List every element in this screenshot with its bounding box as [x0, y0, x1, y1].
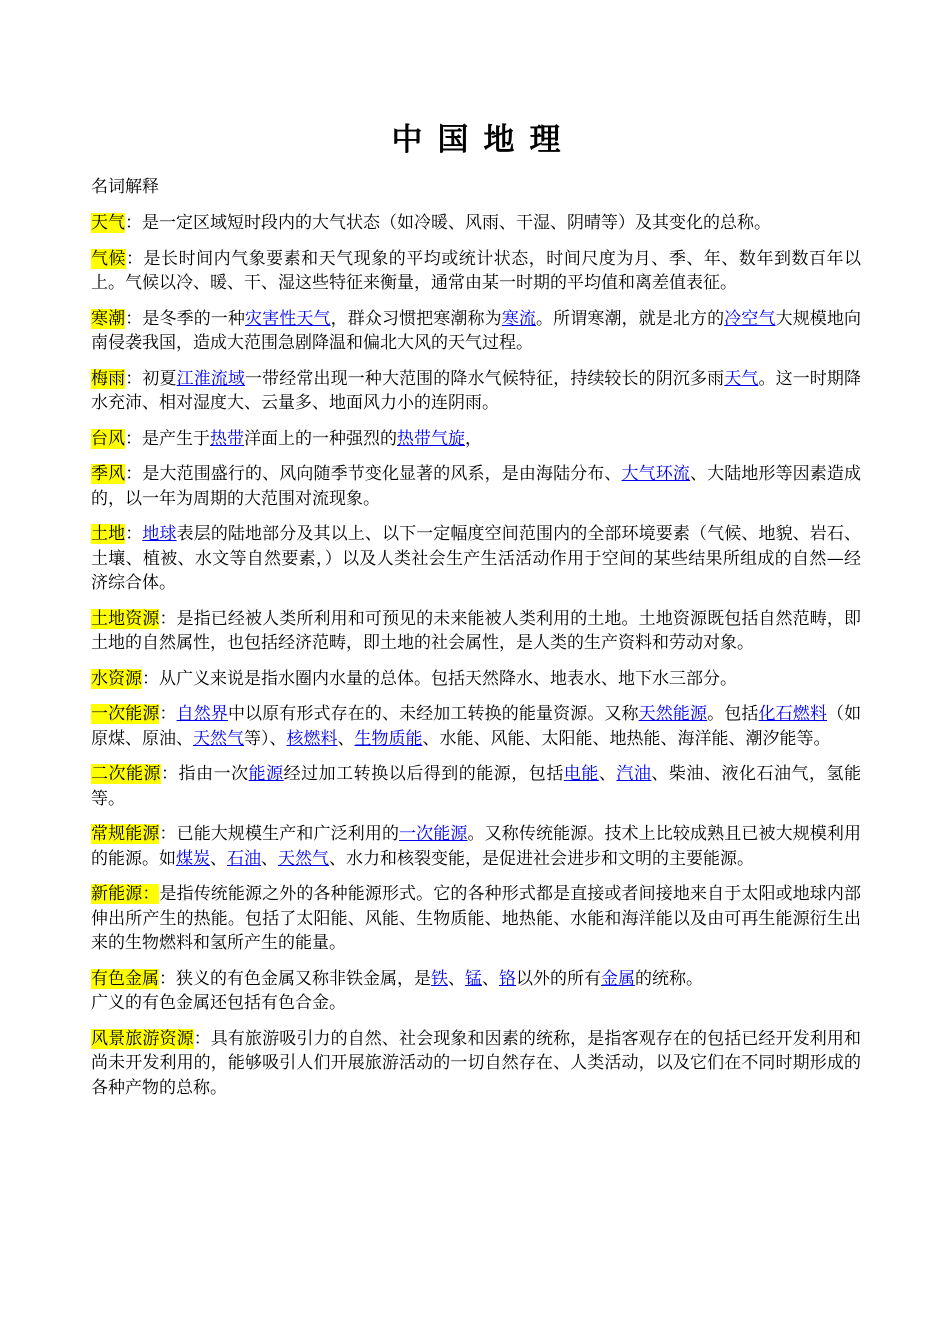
definition-text: 。包括	[707, 704, 759, 724]
definition-text: 经过加工转换以后得到的能源，包括	[283, 764, 564, 784]
term-link[interactable]: 电能	[563, 764, 599, 784]
definition-text: ，	[465, 428, 482, 449]
definition-text: （如原煤、原油、	[91, 704, 862, 749]
definition-text: 等）、	[244, 728, 287, 749]
term-link[interactable]: 锰	[465, 968, 482, 989]
glossary-entry	[91, 211, 861, 236]
section-subtitle: 名词解释	[91, 177, 159, 197]
definition-text: 的统称。	[635, 968, 703, 989]
highlighted-term: 常规能源	[91, 824, 160, 844]
glossary-entry	[91, 462, 861, 511]
highlighted-term: 寒潮	[91, 308, 126, 329]
definition-text: ：已能大规模生产和广泛利用的	[159, 824, 400, 844]
term-link[interactable]: 能源	[248, 764, 284, 784]
glossary-entry	[91, 822, 861, 871]
term-link[interactable]: 汽油	[616, 764, 652, 784]
definition-text: 、	[261, 848, 278, 869]
highlighted-term: 风景旅游资源	[91, 1028, 194, 1049]
term-link[interactable]: 地球	[142, 524, 177, 544]
term-link[interactable]: 天然气	[193, 728, 244, 749]
definition-text: ：	[125, 524, 143, 544]
glossary-entry	[91, 367, 861, 416]
term-link[interactable]: 生物质能	[354, 728, 423, 749]
term-link[interactable]: 寒流	[501, 308, 536, 329]
glossary-entry	[91, 762, 861, 811]
definition-text: 洋面上的一种强烈的	[244, 428, 397, 449]
highlighted-term: 二次能源	[91, 764, 162, 784]
highlighted-term: 天气	[91, 213, 125, 233]
glossary-list	[91, 211, 861, 1100]
term-link[interactable]: 核燃料	[286, 728, 338, 749]
definition-text: ：指由一次	[161, 764, 249, 784]
glossary-entry	[91, 247, 861, 296]
term-link[interactable]: 金属	[601, 968, 635, 989]
definition-text: 是指传统能源之外的各种能源形式。它的各种形式都是直接或者间接地来自于太阳或地球内部伸出所产生的热能。包括了太阳能、风能、生物质能、地热能、水能和海洋能以及由可再生能源衍生出来的生物燃料和氢所产生的能量。	[91, 884, 862, 953]
definition-text: ：具有旅游吸引力的自然、社会现象和因素的统称，是指客观存在的包括已经开发利用和尚未开发利用的，能够吸引人们开展旅游活动的一切自然存在、人类活动，以及它们在不同时期形成的各种产物的总称。	[91, 1028, 862, 1098]
definition-text: 、	[448, 968, 465, 989]
definition-text: ：初夏	[125, 368, 177, 389]
definition-text: ：从广义来说是指水圈内水量的总体。包括天然降水、地表水、地下水三部分。	[142, 668, 737, 689]
highlighted-term: 新能源：	[91, 884, 160, 904]
glossary-entry	[91, 427, 861, 452]
term-link[interactable]: 冷空气	[724, 308, 776, 329]
definition-text: ，群众习惯把寒潮称为	[330, 308, 502, 329]
definition-text: 一带经常出现一种大范围的降水气候特征，持续较长的阴沉多雨	[245, 368, 725, 389]
definition-text: 中以原有形式存在的、未经加工转换的能量资源。又称	[227, 704, 639, 724]
glossary-entry	[91, 667, 861, 692]
term-link[interactable]: 铬	[499, 968, 516, 989]
definition-text: ：是长时间内气象要素和天气现象的平均或统计状态，时间尺度为月、季、年、数年到数百年以上。气候以冷、暖、干、湿这些特征来衡量，通常由某一时期的平均值和离差值表征。	[91, 248, 862, 293]
definition-text: 。这一时期降水充沛、相对湿度大、云量多、地面风力小的连阴雨。	[91, 368, 862, 413]
glossary-entry	[91, 607, 861, 656]
term-link[interactable]: 热带	[210, 428, 244, 449]
term-link[interactable]: 大气环流	[621, 464, 690, 484]
glossary-entry	[91, 882, 861, 956]
document-page	[91, 0, 861, 1100]
definition-text: ：是冬季的一种	[125, 308, 246, 329]
highlighted-term: 一次能源	[91, 704, 160, 724]
highlighted-term: 有色金属	[91, 968, 159, 989]
term-link[interactable]: 天气	[724, 368, 759, 389]
glossary-entry	[91, 522, 861, 596]
term-link[interactable]: 热带气旋	[397, 428, 465, 449]
definition-text: ：	[159, 704, 177, 724]
definition-text: 以外的所有	[516, 968, 601, 989]
glossary-entry	[91, 702, 861, 751]
term-link[interactable]: 天然能源	[638, 704, 708, 724]
definition-text: 、	[482, 968, 499, 989]
definition-text: ：是指已经被人类所利用和可预见的未来能被人类利用的土地。土地资源既包括自然范畴，即土地的自然属性，也包括经济范畴，即土地的社会属性，是人类的生产资料和劳动对象。	[91, 608, 862, 653]
highlighted-term: 台风	[91, 428, 125, 449]
definition-text: 、	[337, 728, 355, 749]
definition-text: ：是大范围盛行的、风向随季节变化显著的风系，是由海陆分布、	[125, 464, 622, 484]
term-link[interactable]: 灾害性天气	[245, 308, 331, 329]
definition-extra-line: 广义的有色金属还包括有色合金。	[91, 993, 346, 1013]
glossary-entry	[91, 967, 861, 1016]
highlighted-term: 土地	[91, 524, 126, 544]
term-link[interactable]: 一次能源	[399, 824, 468, 844]
definition-text: 、水力和核裂变能，是促进社会进步和文明的主要能源。	[329, 848, 754, 869]
definition-text: 。所谓寒潮，就是北方的	[535, 308, 725, 329]
definition-text: ：狭义的有色金属又称非铁金属，是	[159, 968, 431, 989]
term-link[interactable]: 天然气	[278, 848, 329, 869]
term-link[interactable]: 铁	[431, 968, 448, 989]
definition-text: 、柴油、液化石油气，氢能等。	[91, 764, 862, 809]
term-link[interactable]: 化石燃料	[758, 704, 827, 724]
definition-text: 、水能、风能、太阳能、地热能、海洋能、潮汐能等。	[422, 728, 831, 749]
definition-text: 表层的陆地部分及其以上、以下一定幅度空间范围内的全部环境要素（气候、地貌、岩石、土壤、植被、水文等自然要素，）以及人类社会生产生活活动作用于空间的某些结果所组成的自然—经济综合体。	[91, 524, 862, 593]
glossary-entry	[91, 307, 861, 356]
definition-text: 、	[210, 848, 227, 869]
definition-text: 。又称传统能源。技术上比较成熟且已被大规模利用的能源。如	[91, 824, 862, 869]
highlighted-term: 季风	[91, 464, 126, 484]
definition-text: ：是一定区域短时段内的大气状态（如冷暖、风雨、干湿、阴晴等）及其变化的总称。	[125, 213, 771, 233]
definition-text: ：是产生于	[125, 428, 210, 449]
definition-text: 、大陆地形等因素造成的，以一年为周期的大范围对流现象。	[91, 464, 862, 509]
highlighted-term: 土地资源	[91, 608, 160, 629]
term-link[interactable]: 江淮流域	[176, 368, 246, 389]
definition-text: 大规模地向南侵袭我国，造成大范围急剧降温和偏北大风的天气过程。	[91, 308, 862, 353]
highlighted-term: 梅雨	[91, 368, 126, 389]
glossary-entry	[91, 1027, 861, 1101]
term-link[interactable]: 石油	[227, 848, 261, 869]
page-title: 中国地理	[391, 122, 576, 158]
term-link[interactable]: 自然界	[176, 704, 228, 724]
highlighted-term: 气候	[91, 248, 127, 269]
highlighted-term: 水资源	[91, 668, 142, 689]
definition-text: 、	[598, 764, 617, 784]
term-link[interactable]: 煤炭	[176, 848, 210, 869]
